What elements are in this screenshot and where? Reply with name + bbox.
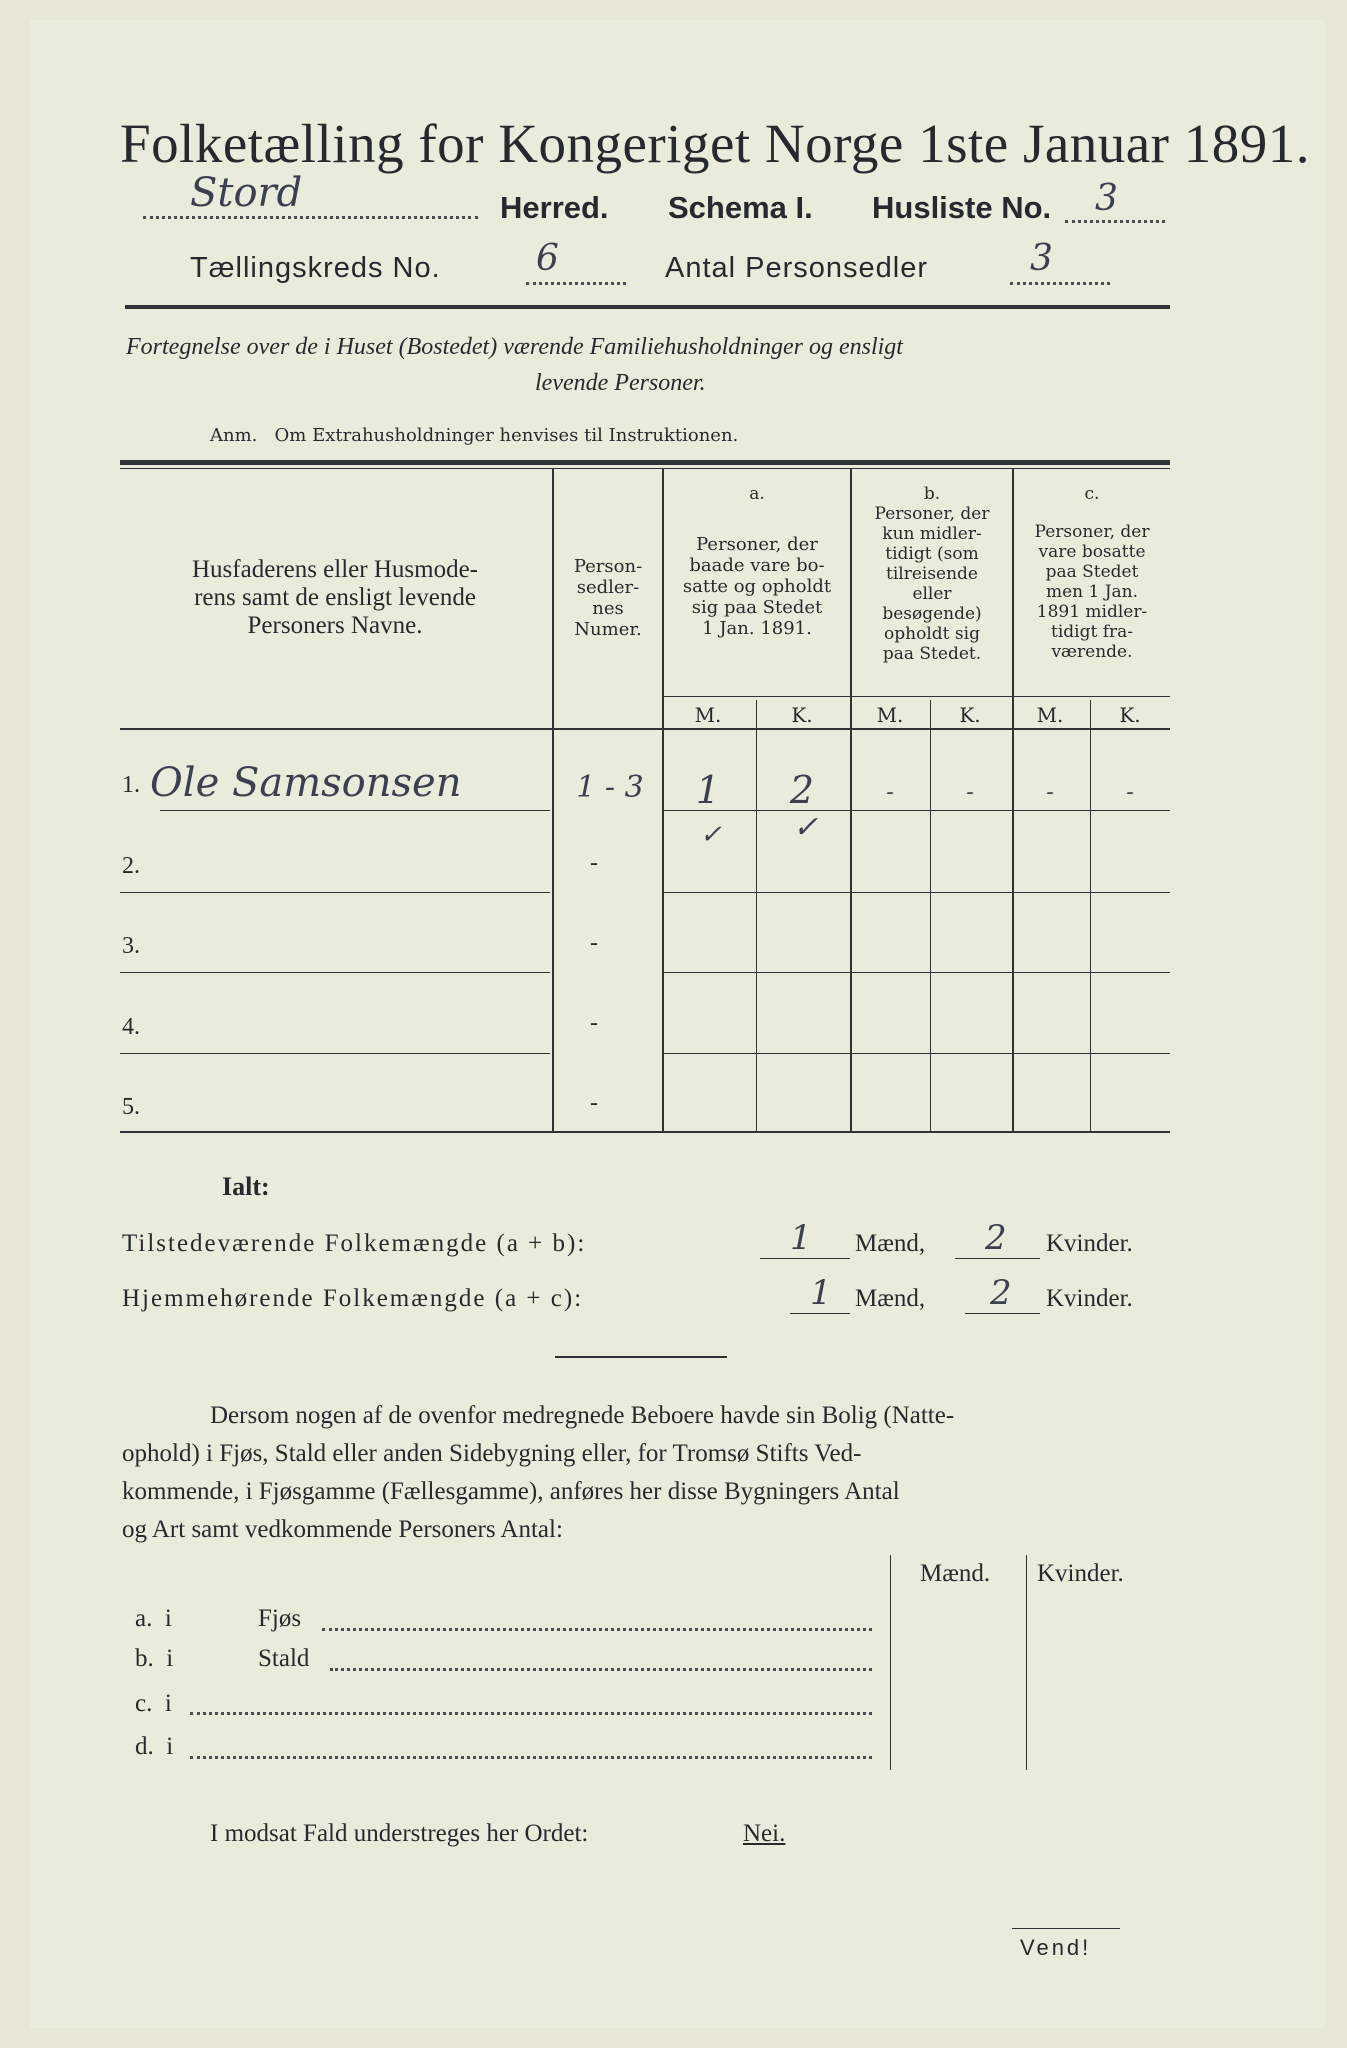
col-c-header-line: paa Stedet [1045,562,1139,582]
tilstede-m-line [760,1258,850,1259]
row-number: 4. [122,1014,140,1040]
hjemme-k-value: 2 [990,1273,1012,1313]
row-number: 5. [122,1094,140,1120]
col-b-header-line: eller [912,584,952,604]
husliste-value: 3 [1095,178,1118,219]
mk-sub-rule [664,696,1170,697]
col-a-letter: a. [749,484,765,504]
bottom-para-line-3: kommende, i Fjøsgamme (Fællesgamme), anføres her disse Bygningers Antal [122,1478,900,1505]
col-c-header-line: værende. [1051,642,1133,662]
ialt-label: Ialt: [222,1172,270,1201]
hjemme-label: Hjemmehørende Folkemængde (a + c): [122,1285,584,1312]
col-c-header-line: vare bosatte [1038,542,1146,562]
intro-line-1: Fortegnelse over de i Huset (Bostedet) værende Familiehusholdninger og ensligt [126,334,903,360]
row-rule [120,1053,550,1054]
tilstede-maend-label: Mænd, [855,1230,926,1257]
tilstede-m-value: 1 [790,1218,812,1258]
col-num-header [554,556,662,640]
personsedler-numbers: - [590,1090,598,1116]
item-c-letter: c. i [135,1690,172,1717]
col-name-header-line: rens samt de ensligt levende [194,584,476,611]
herred-label: Herred. [500,190,609,225]
col-b-header-line: tidigt (som [885,544,979,564]
bottom-vline-1 [890,1555,891,1770]
cell-a-m: 1 [695,768,721,812]
census-form-page [30,20,1325,2028]
husliste-line [1065,220,1165,223]
item-d-letter: d. i [135,1733,174,1760]
col-a-header-line: sig paa Stedet [691,597,823,618]
header-rule [125,305,1170,309]
col-c-header-line: tidigt fra- [1050,622,1133,642]
col-b-header-line: besøgende) [882,604,982,624]
husliste-label: Husliste No. [872,190,1052,225]
tilstede-k-value: 2 [985,1218,1007,1258]
item-a-dots [322,1628,872,1631]
cell-a-k: 2 [789,768,815,812]
item-a-letter: a. i [135,1605,172,1632]
label-b-k: K. [959,703,981,727]
bottom-para-line-4: og Art samt vedkommende Personers Antal: [122,1516,563,1543]
cell-c-m: - [1046,780,1054,805]
kreds-label: Tællingskreds No. [190,252,441,284]
hjemme-maend-label: Mænd, [855,1285,926,1312]
col-a-header-line: Personer, der [696,534,818,555]
row-rule [664,1053,1170,1054]
col-name-header-line: Personers Navne. [247,612,423,639]
col-c-letter: c. [1084,484,1100,504]
vend-text: Vend! [1020,1935,1092,1960]
herred-line [143,216,478,219]
tilstede-label: Tilstedeværende Folkemængde (a + b): [122,1230,587,1257]
kreds-value: 6 [536,238,559,279]
form-title: Folketælling for Kongeriget Norge 1ste Januar 1891. [120,113,1310,174]
check-mark-a-k: ✓ [793,810,819,845]
antal-value: 3 [1030,238,1053,279]
label-a-m: M. [694,703,722,727]
vline-a-mid [756,700,757,1131]
col-b-header-line: opholdt sig [884,624,980,644]
col-name-header [130,556,540,640]
item-b-label: Stald [258,1645,310,1672]
col-num-header-line: Person- [573,556,643,577]
col-b-header-line: paa Stedet. [882,644,982,664]
antal-label: Antal Personsedler [665,252,929,284]
hjemme-k-line [965,1313,1040,1314]
row-rule [160,810,550,811]
row-rule [120,892,550,893]
label-b-m: M. [876,703,904,727]
hjemme-m-line [790,1313,850,1314]
nei-word: Nei. [743,1820,786,1847]
tilstede-k-line [955,1258,1040,1259]
herred-value: Stord [190,170,303,216]
row-rule [120,972,550,973]
row-number: 3. [122,933,140,959]
col-b-letter: b. [923,484,941,504]
schema-label: Schema I. [668,190,813,225]
item-d-dots [190,1756,872,1759]
col-a-header-line: satte og opholdt [682,576,832,597]
kreds-line [526,282,626,285]
modsat-text: I modsat Fald understreges her Ordet: [210,1820,589,1847]
row-rule [664,972,1170,973]
col-b-header-line: tilreisende [885,564,978,584]
vline-c-mid [1090,700,1091,1131]
bottom-para-line-1: Dersom nogen af de ovenfor medregnede Beboere havde sin Bolig (Natte- [210,1402,955,1429]
personsedler-numbers: - [590,1010,598,1036]
cell-c-k: - [1126,780,1134,805]
col-b-header-line: Personer, der [874,504,990,524]
col-a-header-line: baade vare bo- [689,555,825,576]
col-a-header-line: 1 Jan. 1891. [702,618,812,639]
col-c-header-line: Personer, der [1034,522,1150,542]
hjemme-m-value: 1 [810,1273,832,1313]
row-rule [664,892,1170,893]
col-maend-header: Mænd. [920,1560,991,1587]
section-divider [555,1356,727,1358]
personsedler-numbers: 1 - 3 [576,770,644,805]
col-name-header-line: Husfaderens eller Husmode- [191,556,478,583]
vline-b-mid [930,700,931,1131]
antal-line [1010,282,1110,285]
personsedler-numbers: - [590,930,598,956]
item-b-dots [330,1668,872,1671]
label-c-m: M. [1036,703,1064,727]
col-b-header-line: kun midler- [882,524,982,544]
row-number: 2. [122,853,140,879]
col-num-header-line: Numer. [574,619,642,640]
bottom-vline-2 [1026,1555,1027,1770]
bottom-para-line-2: ophold) i Fjøs, Stald eller anden Sidebygning eller, for Tromsø Stifts Ved- [122,1440,862,1467]
col-kvinder-header: Kvinder. [1037,1560,1124,1587]
col-num-header-line: sedler- [576,577,640,598]
col-c-header-line: 1891 midler- [1036,602,1148,622]
vend-rule [1012,1928,1120,1929]
cell-b-k: - [966,780,974,805]
check-mark-a-m: ✓ [700,820,722,850]
anm-note: Anm. Om Extrahusholdninger henvises til Instruktionen. [210,425,739,446]
col-b-header [852,504,1012,664]
item-c-dots [190,1712,872,1715]
table-bottom-rule [120,1131,1170,1133]
row-number: 1. [122,772,140,798]
table-top-rule [120,460,1170,465]
hjemme-kvinder-label: Kvinder. [1046,1285,1133,1312]
item-b-letter: b. i [135,1645,174,1672]
head-of-household-name: Ole Samsonsen [150,760,462,806]
label-a-k: K. [791,703,813,727]
intro-line-2: levende Personer. [535,370,706,396]
tilstede-kvinder-label: Kvinder. [1046,1230,1133,1257]
label-c-k: K. [1119,703,1141,727]
col-c-header [1014,522,1170,662]
cell-b-m: - [886,780,894,805]
col-num-header-line: nes [592,598,624,619]
col-c-header-line: men 1 Jan. [1045,582,1139,602]
col-a-header [664,534,850,639]
item-a-label: Fjøs [258,1605,302,1632]
personsedler-numbers: - [590,850,598,876]
